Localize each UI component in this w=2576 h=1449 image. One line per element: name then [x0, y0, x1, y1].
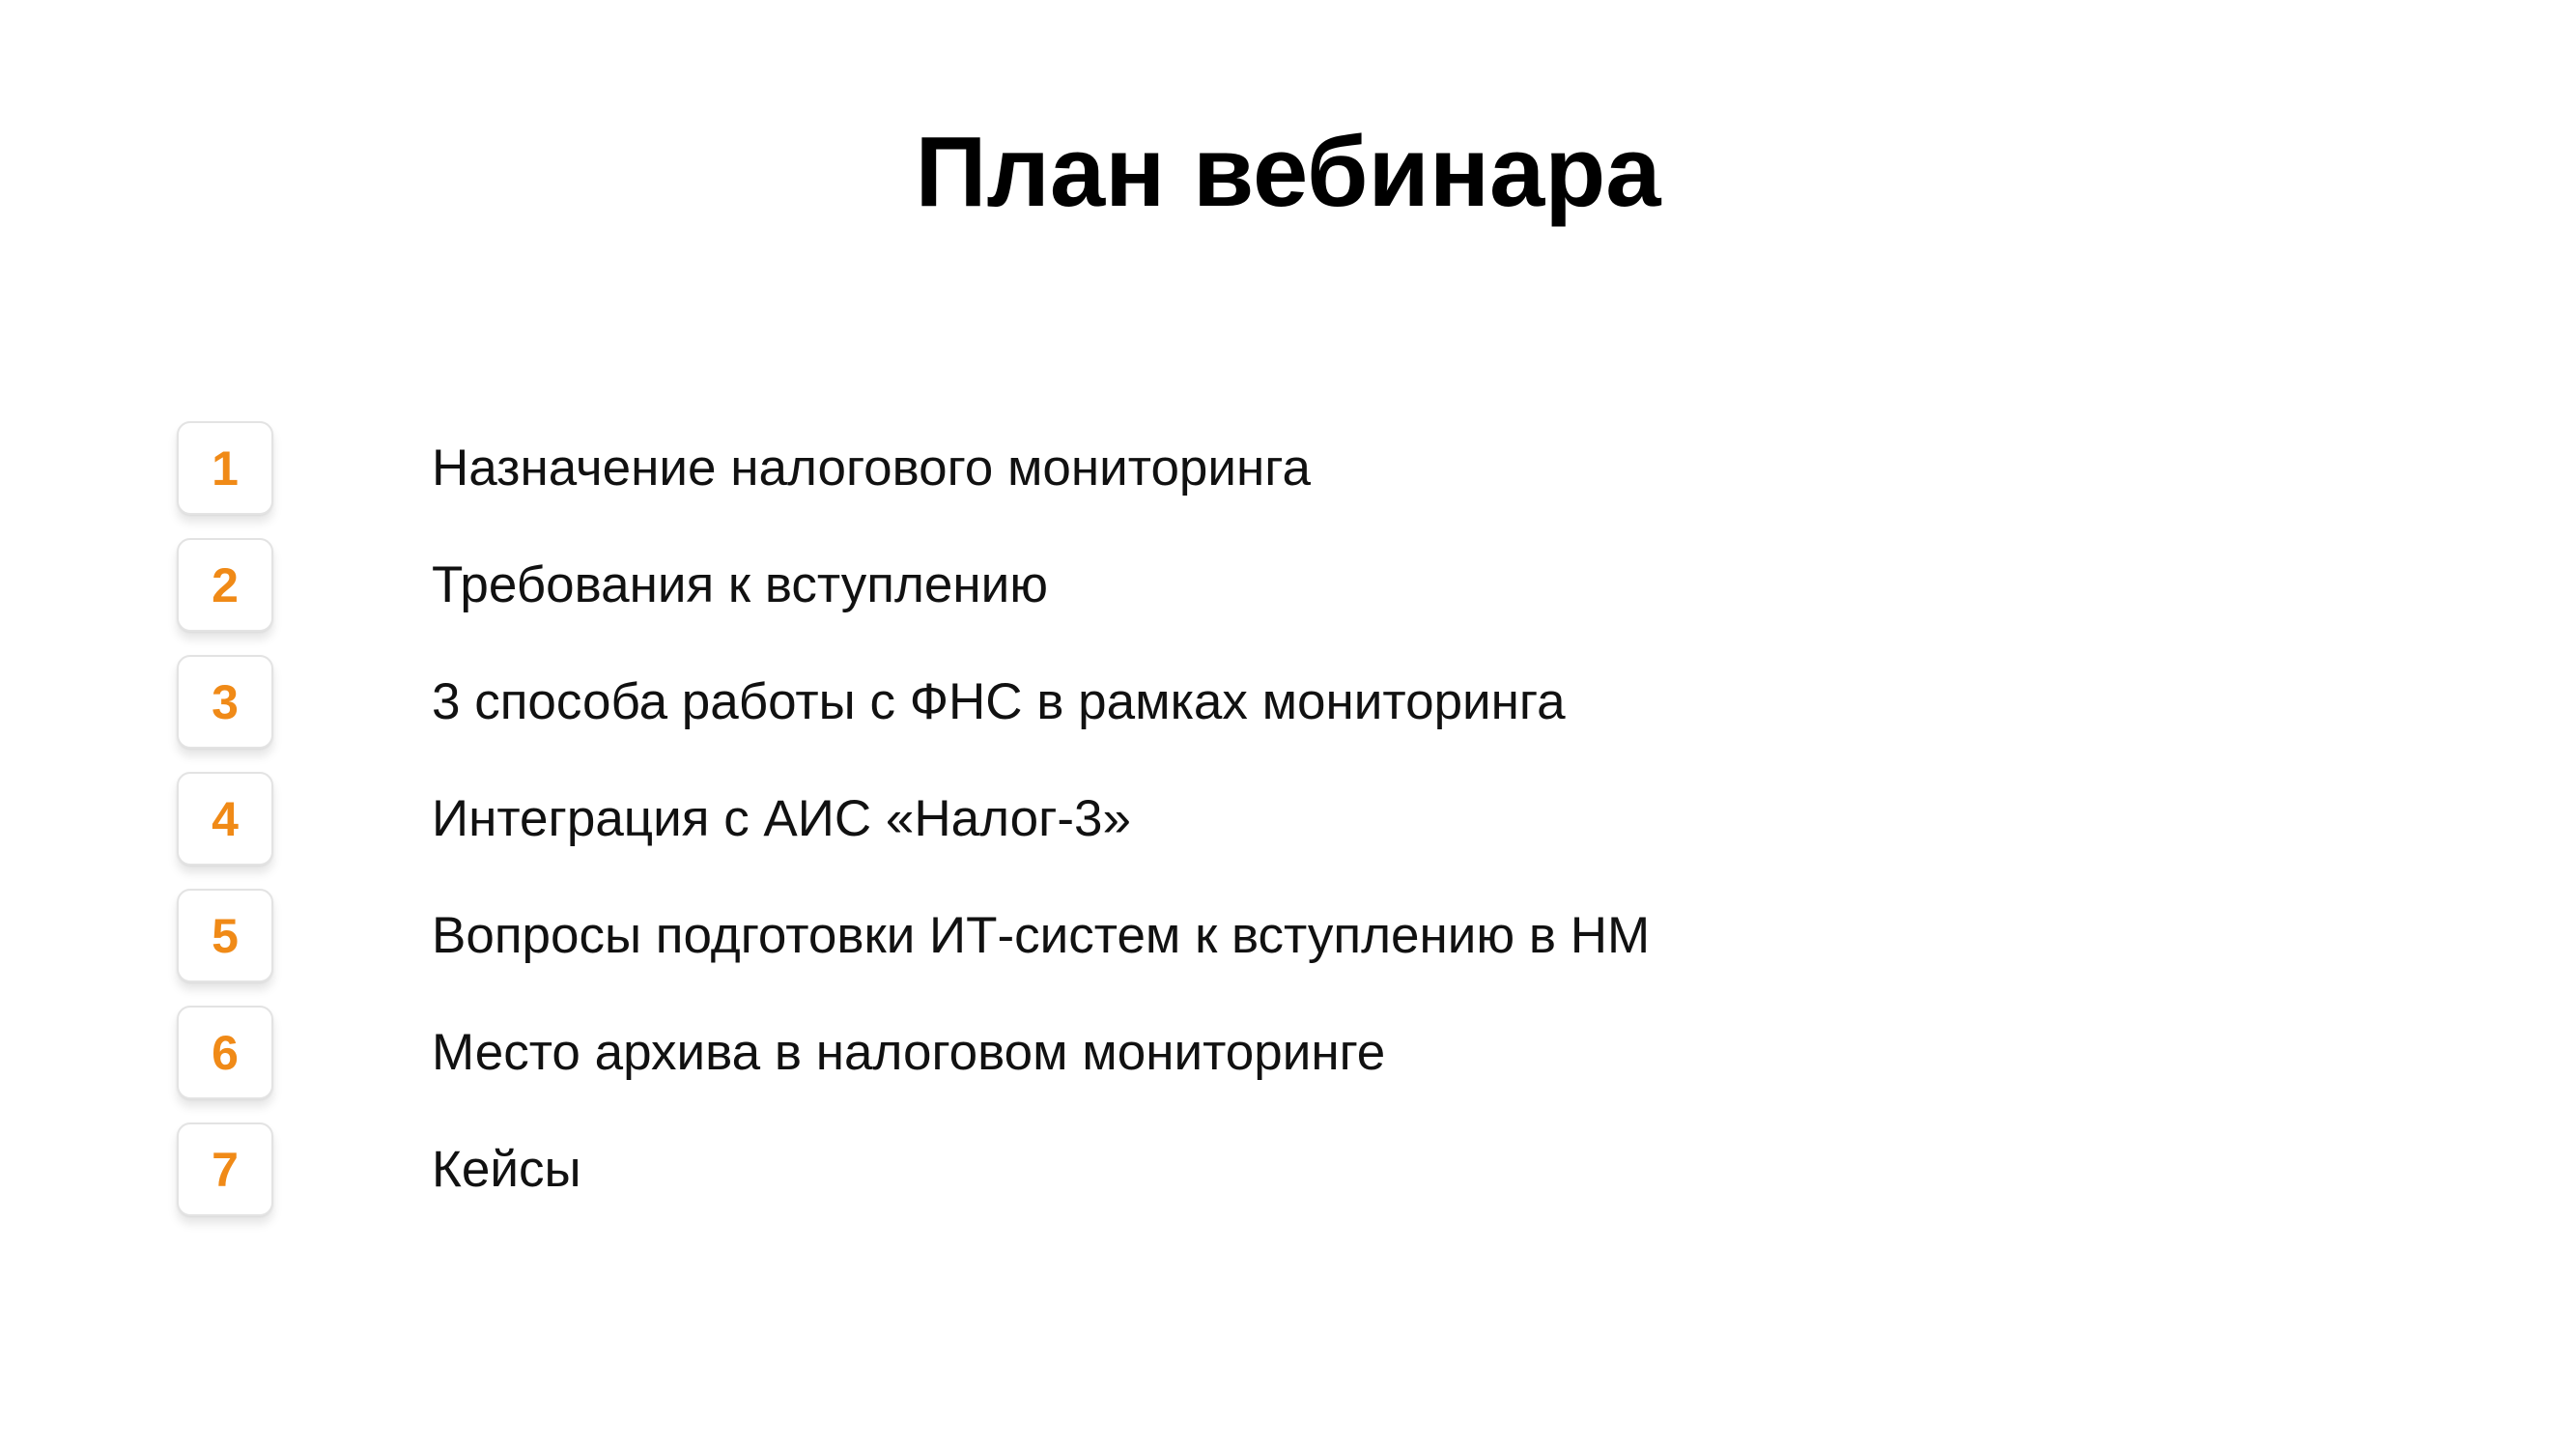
agenda-number-badge	[177, 889, 273, 982]
agenda-number: 4	[212, 791, 239, 846]
agenda-item	[177, 772, 2398, 889]
slide-title: План вебинара	[915, 116, 1661, 227]
agenda-item-text: Место архива в налоговом мониторинге	[432, 1024, 1386, 1081]
agenda-item	[177, 1006, 2398, 1122]
agenda-item-text: Интеграция с АИС «Налог-3»	[432, 790, 1132, 847]
agenda-number: 1	[212, 440, 239, 496]
agenda-number: 2	[212, 557, 239, 612]
agenda-number-badge	[177, 538, 273, 632]
agenda-item	[177, 889, 2398, 1006]
agenda-list	[177, 421, 2398, 1239]
agenda-item	[177, 655, 2398, 772]
agenda-item-text: Требования к вступлению	[432, 556, 1048, 613]
agenda-number-badge	[177, 1122, 273, 1216]
agenda-number: 6	[212, 1025, 239, 1080]
agenda-item	[177, 538, 2398, 655]
agenda-number-badge	[177, 1006, 273, 1099]
agenda-item-text: Кейсы	[432, 1141, 581, 1198]
agenda-number: 5	[212, 908, 239, 963]
agenda-item	[177, 421, 2398, 538]
agenda-item-text: Вопросы подготовки ИТ-систем к вступлению в НМ	[432, 907, 1651, 964]
agenda-item-text: 3 способа работы с ФНС в рамках мониторинга	[432, 673, 1566, 730]
agenda-number-badge	[177, 655, 273, 749]
agenda-number: 3	[212, 674, 239, 729]
agenda-number-badge	[177, 772, 273, 866]
agenda-item-text: Назначение налогового мониторинга	[432, 440, 1311, 497]
agenda-number: 7	[212, 1142, 239, 1197]
agenda-item	[177, 1122, 2398, 1239]
agenda-number-badge	[177, 421, 273, 515]
